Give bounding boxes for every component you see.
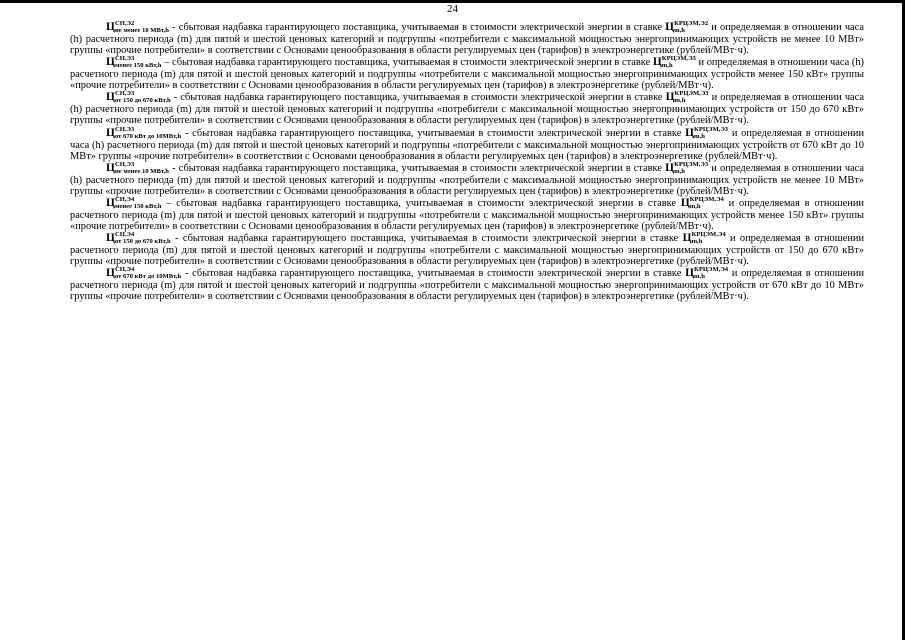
paragraph <box>70 21 864 56</box>
markup-symbol-superscript: СН,Э3 <box>114 55 135 63</box>
markup-symbol-subscript: не менее 10 МВт,h <box>114 167 169 175</box>
markup-symbol-superscript: СН,Э3 <box>114 90 135 98</box>
markup-symbol-superscript: СН,Э4 <box>114 266 135 274</box>
page-number: 24 <box>447 3 458 15</box>
markup-symbol-subscript: не менее 10 МВт,h <box>114 27 169 34</box>
markup-symbol-indices <box>115 21 169 34</box>
paragraph <box>70 127 864 162</box>
definition-tail-text: и определяемая в отношении расчетного периода (m) для пятой и шестой ценовых категорий и подгруппы «потребители с максимальной мощностью энергопринимающих устройств от 150 до 670 кВт» группы «прочие потребители» в соответствии с Основами ценообразования в области регулируемых цен (тарифов) в электроэнергетике (рублей/МВт·ч). <box>70 233 865 268</box>
definition-tail-text: и определяемая в отношении часа (h) расчетного периода (m) для пятой и шестой ценовых категорий и подгруппы «потребители с максимальной мощностью энергопринимающих устройств не менее 10 МВт» группы «прочие потребители» в соответствии с Основами ценообразования в области регулируемых цен (тарифов) в электроэнергетике (рублей/МВт·ч). <box>70 21 865 57</box>
definition-tail-text: и определяемая в отношении расчетного периода (m) для пятой и шестой ценовых категорий и подгруппы «потребители с максимальной мощностью энергопринимающих устройств от 670 кВт до 10 МВт» группы «прочие потребители» в соответствии с Основами ценообразования в области регулируемых цен (тарифов) в электроэнергетике (рублей/МВт·ч). <box>70 268 865 303</box>
markup-symbol-letter: Ц <box>106 126 115 139</box>
markup-symbol-letter: Ц <box>106 161 115 174</box>
rate-symbol-letter: Ц <box>682 232 692 245</box>
rate-symbol-letter: Ц <box>652 56 662 69</box>
markup-symbol-subscript: менее 150 кВт,h <box>114 202 162 210</box>
definition-tail-text: и определяемая в отношении часа (h) расчетного периода (m) для пятой и шестой ценовых категорий и подгруппы «потребители с максимальной мощностью энергопринимающих устройств от 150 до 670 кВт» группы «прочие потребители» в соответствии с Основами ценообразования в области регулируемых цен (тарифов) в электроэнергетике (рублей/МВт·ч). <box>70 92 865 127</box>
markup-symbol-letter: Ц <box>106 91 115 104</box>
rate-symbol-indices <box>690 197 724 210</box>
markup-symbol-indices <box>115 91 171 104</box>
rate-symbol-letter: Ц <box>685 126 695 139</box>
rate-symbol-subscript: m,h <box>674 97 686 105</box>
document-body <box>70 21 864 303</box>
markup-symbol-letter: Ц <box>106 196 115 209</box>
rate-symbol-superscript: КРЦЭМ,Э4 <box>694 266 729 274</box>
rate-symbol-superscript: КРЦЭМ,Э3 <box>694 125 729 133</box>
rate-symbol-superscript: КРЦЭМ,Э3 <box>674 90 709 98</box>
rate-symbol-letter: Ц <box>685 267 695 280</box>
definition-tail-text: и определяемая в отношении часа (h) расчетного периода (m) для пятой и шестой ценовых категорий и подгруппы «потребители с максимальной мощностью энергопринимающих устройств не менее 10 МВт» группы «прочие потребители» в соответствии с Основами ценообразования в области регулируемых цен (тарифов) в электроэнергетике (рублей/МВт·ч). <box>70 162 865 197</box>
definition-text: - сбытовая надбавка гарантирующего поставщика, учитываемая в стоимости электрической энергии в ставке <box>170 233 683 245</box>
rate-symbol <box>681 197 724 210</box>
paragraph <box>70 91 864 126</box>
markup-symbol-subscript: от 670 кВт до 10МВт,h <box>114 132 182 140</box>
rate-symbol-subscript: m,h <box>694 132 705 140</box>
rate-symbol-letter: Ц <box>665 161 675 174</box>
markup-symbol <box>106 91 171 104</box>
rate-symbol-indices <box>675 91 709 104</box>
markup-symbol-indices <box>115 232 171 245</box>
markup-symbol-letter: Ц <box>106 232 115 245</box>
definition-text: - сбытовая надбавка гарантирующего поставщика, учитываемая в стоимости электрической энергии в ставке <box>181 268 686 280</box>
paragraph <box>70 267 864 302</box>
markup-symbol-indices <box>115 162 169 175</box>
rate-symbol <box>665 21 708 34</box>
rate-symbol-subscript: m,h <box>689 202 701 210</box>
definition-text: - сбытовая надбавка гарантирующего поставщика, учитываемая в стоимости электрической энергии в ставке <box>168 21 666 33</box>
rate-symbol-indices <box>694 267 728 280</box>
paragraph <box>70 232 864 267</box>
paragraph <box>70 56 864 91</box>
rate-symbol-letter: Ц <box>665 91 675 104</box>
rate-symbol-superscript: КРЦЭМ,Э3 <box>674 160 709 168</box>
definition-text: - сбытовая надбавка гарантирующего поставщика, учитываемая в стоимости электрической энергии в ставке <box>170 92 666 104</box>
markup-symbol-letter: Ц <box>106 56 115 69</box>
markup-symbol <box>106 56 161 69</box>
rate-symbol-letter: Ц <box>665 20 675 33</box>
markup-symbol-letter: Ц <box>106 20 115 33</box>
rate-symbol-superscript: КРЦЭМ,Э2 <box>674 20 709 27</box>
markup-symbol-subscript: менее 150 кВт,h <box>114 62 162 70</box>
paragraph <box>70 162 864 197</box>
definition-text: - сбытовая надбавка гарантирующего поставщика, учитываемая в стоимости электрической энергии в ставке <box>168 162 666 174</box>
rate-symbol-subscript: m,h <box>674 27 685 34</box>
markup-symbol-subscript: от 150 до 670 кВт,h <box>114 97 171 105</box>
rate-symbol-subscript: m,h <box>674 167 685 175</box>
markup-symbol-superscript: СН,Э4 <box>114 231 135 239</box>
rate-symbol <box>683 232 726 245</box>
markup-symbol <box>106 127 181 140</box>
definition-text: - сбытовая надбавка гарантирующего поставщика, учитываемая в стоимости электрической энергии в ставке <box>181 127 686 139</box>
definition-text: – сбытовая надбавка гарантирующего поставщика, учитываемая в стоимости электрической энергии в ставке <box>161 197 681 209</box>
markup-symbol <box>106 232 171 245</box>
rate-symbol-superscript: КРЦЭМ,Э4 <box>691 231 726 239</box>
markup-symbol <box>106 267 181 280</box>
definition-tail-text: и определяемая в отношении расчетного периода (m) для пятой и шестой ценовых категорий и подгруппы «потребители с максимальной мощностью энергопринимающих устройств менее 150 кВт» группы «прочие потребители» в соответствии с Основами ценообразования в области регулируемых цен (тарифов) в электроэнергетике (рублей/МВт·ч). <box>70 197 864 233</box>
rate-symbol-letter: Ц <box>680 196 690 209</box>
markup-symbol-indices <box>115 197 162 210</box>
rate-symbol-superscript: КРЦЭМ,Э3 <box>661 55 696 63</box>
markup-symbol-superscript: СН,Э2 <box>114 20 135 27</box>
rate-symbol-subscript: m,h <box>691 238 703 246</box>
paragraph <box>70 197 864 232</box>
markup-symbol-letter: Ц <box>106 267 115 280</box>
markup-symbol <box>106 162 169 175</box>
rate-symbol <box>665 162 708 175</box>
markup-symbol-subscript: от 670 кВт до 10МВт,h <box>114 273 182 281</box>
rate-symbol-subscript: m,h <box>661 62 673 70</box>
rate-symbol <box>685 267 728 280</box>
rate-symbol <box>685 127 728 140</box>
rate-symbol-indices <box>674 162 708 175</box>
markup-symbol-indices <box>115 267 181 280</box>
markup-symbol <box>106 197 161 210</box>
definition-tail-text: и определяемая в отношении часа (h) расчетного периода (m) для пятой и шестой ценовых категорий и подгруппы «потребители с максимальной мощностью энергопринимающих устройств от 670 кВт до 10 МВт» группы «прочие потребители» в соответствии с Основами ценообразования в области регулируемых цен (тарифов) в электроэнергетике (рублей/МВт·ч). <box>70 127 865 162</box>
rate-symbol-indices <box>692 232 726 245</box>
markup-symbol-subscript: от 150 до 670 кВт,h <box>114 238 171 246</box>
rate-symbol <box>653 56 696 69</box>
rate-symbol-subscript: m,h <box>694 273 705 281</box>
markup-symbol-indices <box>115 56 162 69</box>
rate-symbol-superscript: КРЦЭМ,Э4 <box>689 195 724 203</box>
rate-symbol <box>666 91 709 104</box>
rate-symbol-indices <box>674 21 708 34</box>
rate-symbol-indices <box>694 127 728 140</box>
definition-tail-text: и определяемая в отношении часа (h) расчетного периода (m) для пятой и шестой ценовых категорий и подгруппы «потребители с максимальной мощностью энергопринимающих устройств менее 150 кВт» группы «прочие потребители» в соответствии с Основами ценообразования в области регулируемых цен (тарифов) в электроэнергетике (рублей/МВт·ч). <box>70 57 864 92</box>
markup-symbol-superscript: СН,Э3 <box>114 160 135 168</box>
markup-symbol-superscript: СН,Э4 <box>114 195 135 203</box>
markup-symbol-indices <box>115 127 181 140</box>
definition-text: – сбытовая надбавка гарантирующего поставщика, учитываемая в стоимости электрической энергии в ставке <box>161 57 653 69</box>
markup-symbol-superscript: СН,Э3 <box>114 125 135 133</box>
rate-symbol-indices <box>662 56 696 69</box>
markup-symbol <box>106 21 169 34</box>
